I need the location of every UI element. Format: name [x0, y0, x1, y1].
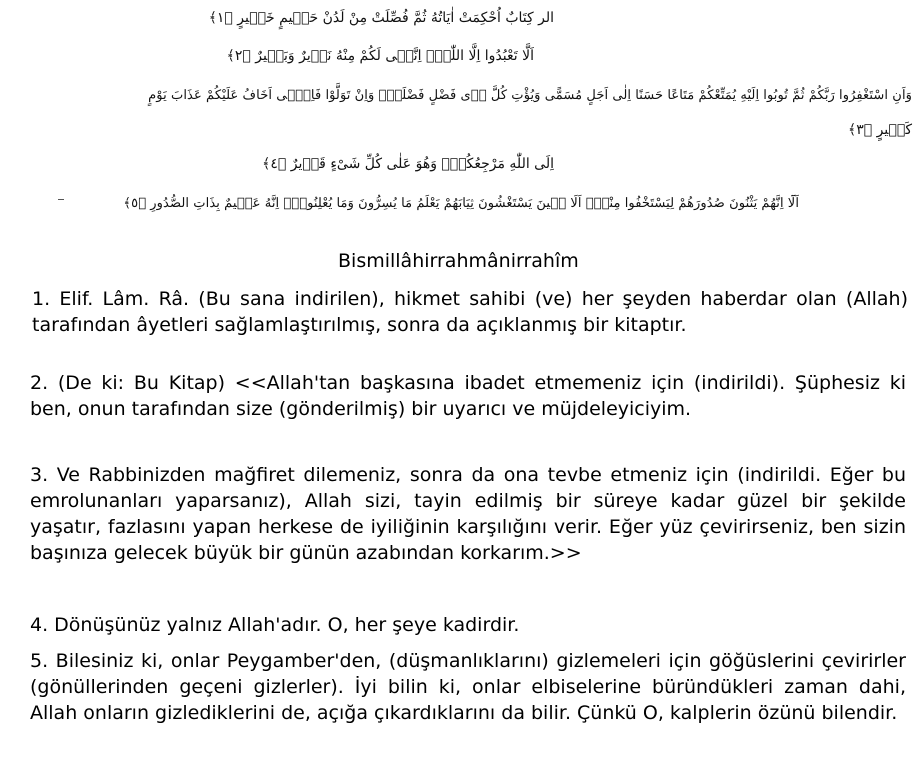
- translation-paragraph-3: 3. Ve Rabbinizden mağfiret dilemeniz, sonra da ona tevbe etmeniz için (indirildi. Eğer bu emrolunanları yaparsanız), Allah sizi, tayin edilmiş bir süreye kadar güzel bir şekilde yaşatır, fazlasını yapan herkese de iyiliğinin karşılığını verir. Eğer yüz çevirirseniz, ben sizin başınıza gelecek büyük bir günün azabından korkarım.>>: [30, 464, 906, 564]
- stray-mark: [58, 199, 64, 200]
- translation-paragraph-1: 1. Elif. Lâm. Râ. (Bu sana indirilen), hikmet sahibi (ve) her şeyden haberdar olan (Allah) tarafından âyetleri sağlamlaştırılmış, sonra da açıklanmış bir kitaptır.: [32, 288, 908, 336]
- translation-paragraph-2: 2. (De ki: Bu Kitap) <<Allah'tan başkasına ibadet etmemeniz için (indirildi). Şüphesiz ki ben, onun tarafından size (gönderilmiş) bir uyarıcı ve müjdeleyiciyim.: [30, 372, 906, 420]
- arabic-verse-1: الر كِتَابٌ اُحْكِمَتْ اٰيَاتُهُ ثُمَّ فُصِّلَتْ مِنْ لَدُنْ حَكٖيمٍ خَبٖيرٍ ﴿١﴾: [208, 10, 554, 26]
- page-heading: Bismillâhirrahmânirrahîm: [338, 250, 579, 272]
- arabic-verse-4: اِلَى اللّٰهِ مَرْجِعُكُمْۚ وَهُوَ عَلٰى كُلِّ شَیْءٍ قَدٖيرٌ ﴿٤﴾: [262, 156, 554, 172]
- arabic-verse-3-cont: كَبٖيرٍ ﴿٣﴾: [847, 122, 912, 138]
- translation-paragraph-5: 5. Bilesiniz ki, onlar Peygamber'den, (düşmanlıklarını) gizlemeleri için göğüslerini çevirirler (gönüllerinden geçeni gizlerler). İyi bilin ki, onlar elbiselerine büründükleri zaman dahi, Allah onların gizlediklerini de, açığa çıkardıklarını da bilir. Çünkü O, kalplerin özünü bilendir.: [30, 650, 906, 724]
- translation-paragraph-4: 4. Dönüşünüz yalnız Allah'adır. O, her şeye kadirdir.: [30, 614, 520, 636]
- arabic-verse-5: اَلَٓا اِنَّهُمْ يَثْنُونَ صُدُورَهُمْ لِيَسْتَخْفُوا مِنْهُۜ اَلَا حٖينَ يَسْتَغْشُونَ ثِيَابَهُمْ يَعْلَمُ مَا يُسِرُّونَ وَمَا يُعْلِنُونَۚ اِنَّهُ عَلٖيمٌ بِذَاتِ الصُّدُورِ ﴿٥﴾: [123, 196, 799, 211]
- arabic-verse-2: اَلَّا تَعْبُدُوا اِلَّا اللّٰهَۜ اِنَّنٖى لَكُمْ مِنْهُ نَذٖيرٌ وَبَشٖيرٌ ﴿٢﴾: [226, 48, 534, 64]
- arabic-verse-3: وَاَنِ اسْتَغْفِرُوا رَبَّكُمْ ثُمَّ تُوبُوا اِلَيْهِ يُمَتِّعْكُمْ مَتَاعًا حَسَنًا اِلٰى اَجَلٍ مُسَمًّى وَيُؤْتِ كُلَّ ذٖى فَضْلٍ فَضْلَهُۜ وَاِنْ تَوَلَّوْا فَاِنّٖى اَخَافُ عَلَيْكُمْ عَذَابَ يَوْمٍ: [148, 88, 912, 103]
